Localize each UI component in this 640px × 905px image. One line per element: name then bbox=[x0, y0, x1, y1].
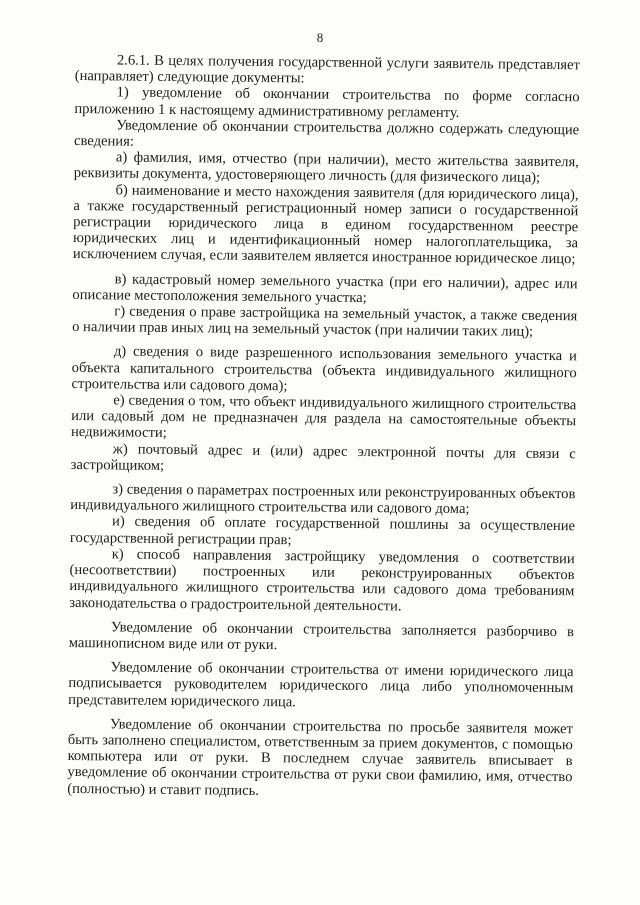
paragraph-item-1: 1) уведомление об окончании строительства по форме согласно приложению 1 к настоящему административному регламенту. bbox=[74, 84, 580, 121]
paragraph-filled-by-specialist: Уведомление об окончании строительства по просьбе заявителя может быть заполнено специалистом, ответственным за прием документов, с помощью компьютера или от руки. В последнем случае заявитель вписывает в уведомление об окончании строительства от руки свои фамилию, имя, отчество (полностью) и ставит подпись. bbox=[67, 716, 574, 799]
paragraph-item-v: в) кадастровый номер земельного участка (при его наличии), адрес или описание местоположения земельного участка; bbox=[72, 271, 578, 306]
paragraph-item-i: и) сведения об оплате государственной пошлины за осуществление государственной регистрации прав; bbox=[69, 513, 576, 548]
paragraph-notice-contents: Уведомление об окончании строительства должно содержать следующие сведения: bbox=[73, 117, 580, 150]
paragraph-item-e: е) сведения о том, что объект индивидуального жилищного строительства или садовый дом не предназначен для раздела на самостоятельные объекты недвижимости; bbox=[70, 392, 577, 442]
paragraph-item-zh: ж) почтовый адрес и (или) адрес электронной почты для связи с застройщиком; bbox=[70, 441, 576, 474]
page-number: 8 bbox=[316, 30, 324, 45]
paragraph-2-6-1: 2.6.1. В целях получения государственной услуги заявитель представляет (направляет) следующие документы: bbox=[74, 52, 580, 87]
paragraph-fill-legibly: Уведомление об окончании строительства заполняется разборчиво в машинописном виде или от руки. bbox=[68, 619, 575, 654]
paragraph-item-z: з) сведения о параметрах построенных или реконструированных объектов индивидуального жилищного строительства или садового дома; bbox=[70, 481, 576, 518]
paragraph-item-g: г) сведения о праве застройщика на земельный участок, а также сведения о наличии прав иных лиц на земельный участок (при наличии таких лиц); bbox=[72, 303, 578, 341]
paragraph-item-a: а) фамилия, имя, отчество (при наличии), место жительства заявителя, реквизиты документа, удостоверяющего личность (для физического лица); bbox=[73, 149, 579, 187]
document-body bbox=[67, 52, 580, 802]
paragraph-item-k: к) способ направления застройщику уведомления о соответствии (несоответствии) построенных или реконструированных объектов индивидуального жилищного строительства или садового дома требованиям законодательства о градостроительной деятельности. bbox=[69, 546, 575, 614]
paragraph-item-b: б) наименование и место нахождения заявителя (для юридического лица), а также государственный регистрационный номер записи о государственной регистрации юридического лица в едином государственном реестре юридических лиц и идентификационный номер налогоплательщика, за исключением случая, если заявителем является иностранное юридическое лицо; bbox=[72, 182, 579, 268]
paragraph-item-d: д) сведения о виде разрешенного использования земельного участка и объекта капитального строительства (объекта индивидуального жилищного строительства или садового дома); bbox=[71, 343, 577, 395]
paragraph-signature-legal-entity: Уведомление об окончании строительства от имени юридического лица подписывается руководителем юридического лица либо уполномоченным представителем юридического лица. bbox=[68, 659, 574, 710]
